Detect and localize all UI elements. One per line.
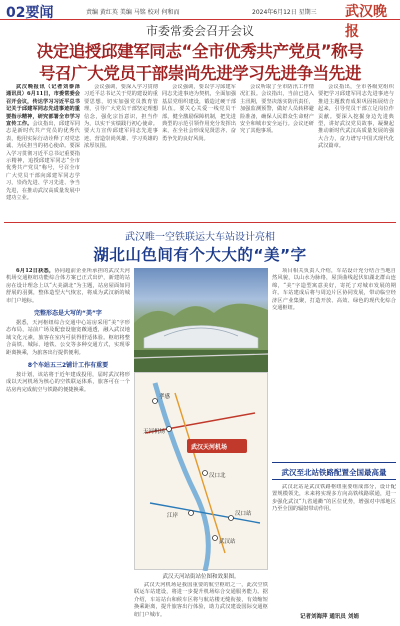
story2-kicker: 武汉唯一空铁联运大车站设计亮相 (125, 232, 275, 243)
story2-subhead-2: 8个车站五三2铺计工作有重要 (27, 362, 109, 370)
story2-col1-text: 协同超前企业所承担的武汉天河机场交通枢纽功能综合体方案已正式出炉，新建的站房在设计理念上以“大美湖北”为主题，站房屋面如同舒展的羽翼，整体造型大气恢宏，将成为武汉新的城市门户地标。 (6, 268, 130, 304)
story2-column-4b (272, 484, 396, 610)
story1-column-5 (318, 84, 394, 218)
story1-headline-line1: 决定追授邱建军同志“全市优秀共产党员”称号 (36, 42, 364, 61)
story1-col1-text: 会议指出，邱建军同志是新时代共产党员的优秀代表，他用实际行动诠释了对党忠诚、为民担当的初心使命。要深入学习贯彻习近平总书记重要指示精神，追授邱建军同志“全市优秀共产党员”称号，号召全市广大党员干部向邱建军同志学习，崇尚先进、学习先进、争当先进，在推动武汉高质量发展中建功立业。 (6, 121, 80, 202)
station-rendering-photo (134, 268, 268, 372)
section-divider (4, 222, 396, 223)
map-label-f: 孝感 (159, 394, 171, 400)
story1-headline-line2: 号召广大党员干部崇尚先进学习先进争当先进 (38, 64, 361, 83)
route-map-graphic (135, 373, 269, 571)
newspaper-logo: 武汉晚报 (345, 4, 387, 40)
story1-col3-text: 会议强调，要以学习邱建军同志先进事迹为契机，全面加强基层党组织建设，锻造过硬干部队伍。要关心关爱一线党员干部，健全激励保障机制，把先进典型的示范引领作用充分发挥出来，在全社会形成见贤思齐、奋勇争先的良好风尚。 (162, 84, 236, 142)
story1-column-1 (6, 84, 80, 218)
sidebar-box-title: 武汉至北站铁路配置全国最高量 (272, 462, 396, 480)
route-map (134, 372, 268, 570)
issue-date: 2024年6月12日 星期三 (252, 9, 317, 16)
story1-col5-text: 会议指出，全市各级党组织要把学习邱建军同志先进事迹与推进主题教育成果巩固拓展结合起来，引导党员干部立足岗位作贡献。要深入挖掘身边先进典型，讲好武汉党员故事，凝聚起推动新时代武汉高质量发展的强大合力，奋力谱写中国式现代化武汉篇章。 (318, 84, 394, 150)
story2-lead: 6月12日获悉， (16, 268, 55, 274)
story2-column-3 (134, 582, 268, 620)
map-caption: 武汉天河站街站位图和效果图。 (162, 574, 240, 580)
story1-col4-text: 会议听取了全市防汛工作情况汇报。会议指出，当前已进入主汛期，要坚决落实防汛责任，加强监测预警，做好人员转移避险准备，确保人民群众生命财产安全和城市安全运行。会议还研究了其他事项。 (240, 84, 314, 135)
story2-headline: 湖北山色间有个大大的“美”字 (93, 246, 307, 264)
story2-subhead-1: 完整形态是大写的“美”字 (34, 310, 102, 318)
station-rendering-illustration (134, 268, 268, 372)
map-label-a: 天河机场 (143, 429, 166, 435)
page-number: 02要闻 (6, 5, 54, 21)
story1-kicker: 市委常委会召开会议 (145, 24, 254, 38)
editors-line: 责编 黄红英 美编 马铭 校对 何和而 (86, 9, 180, 16)
story2-col1b-text: 据悉，天河枢纽综合交通中心站房采用“美”字形态布局，站前广场及配套设施宽敞通透，融入武汉地域文化元素，旅客在室内可获得舒适体验。枢纽将整合高铁、城际、地铁、公交等多种交通方式，实现零距离换乘，为旅客出行提供便利。 (6, 320, 130, 356)
map-label-station: 武汉天河机场 (191, 444, 228, 451)
story2-column-4 (272, 268, 396, 458)
story1-column-4 (240, 84, 314, 218)
story1-column-2 (84, 84, 158, 218)
story2-col4b-text: 武汉北站是武汉铁路枢纽重要组成部分，设计配置规模领先，未来将实现多方向高铁线路联通，进一步强化武汉“九省通衢”的区位优势，增强对中部地区乃至全国的辐射带动作用。 (272, 484, 396, 513)
story2-col3-text: 武汉天河机场是我国重要的航空枢纽之一，此次空铁联运车站建设，将进一步提升机场综合交通服务能力。据介绍，车站站台和候车区将与航站楼无缝衔接，有效缩短换乘距离，提升旅客出行体验，助力武汉建设国际交通枢纽门户城市。 (134, 582, 268, 618)
map-label-e: 武汉站 (219, 539, 236, 545)
map-label-c: 江岸 (167, 513, 179, 519)
byline: 记者刘海萍 通讯员 刘娟 (300, 614, 359, 620)
story2-column-1 (6, 268, 130, 620)
story2-col1c-text: 按计划，该站将于近年建成投用，届时武汉将形成以天河机场为核心的空铁联运体系，旅客可在一个站房内完成航空与铁路的便捷换乘。 (6, 372, 130, 393)
map-label-d: 汉口站 (235, 511, 252, 517)
story1-col2-text: 会议强调，要深入学习贯彻习近平总书记关于党的建设的重要思想，切实加强党员教育管理，引导广大党员干部坚定理想信念，强化宗旨意识，担当作为，以实干实绩践行初心使命。要大力宣传邱建军同志先进事迹，营造崇尚英雄、学习英雄的浓厚氛围。 (84, 84, 158, 150)
story1-column-3 (162, 84, 236, 218)
map-label-b: 汉口北 (209, 473, 226, 479)
story1-lead: 武汉晚报讯（记者刘泰泽 通讯员）6月11日，市委常委会召开会议，传达学习习近平总书记关于邱建军同志先进事迹的重要指示精神，研究部署全市学习宣传工作。 (6, 84, 80, 128)
story2-col4-text: 项目相关负责人介绍，车站设计充分结合当地自然风貌，以山水为脉络，屋顶曲线起伏如湖北群山连绵，“美”字造型寓意美好，寄托了对城市发展的期许。车站建成后将与周边片区协同发展，带动临空经济区产业集聚，打造开放、高效、绿色的现代化综合交通枢纽。 (272, 268, 396, 312)
